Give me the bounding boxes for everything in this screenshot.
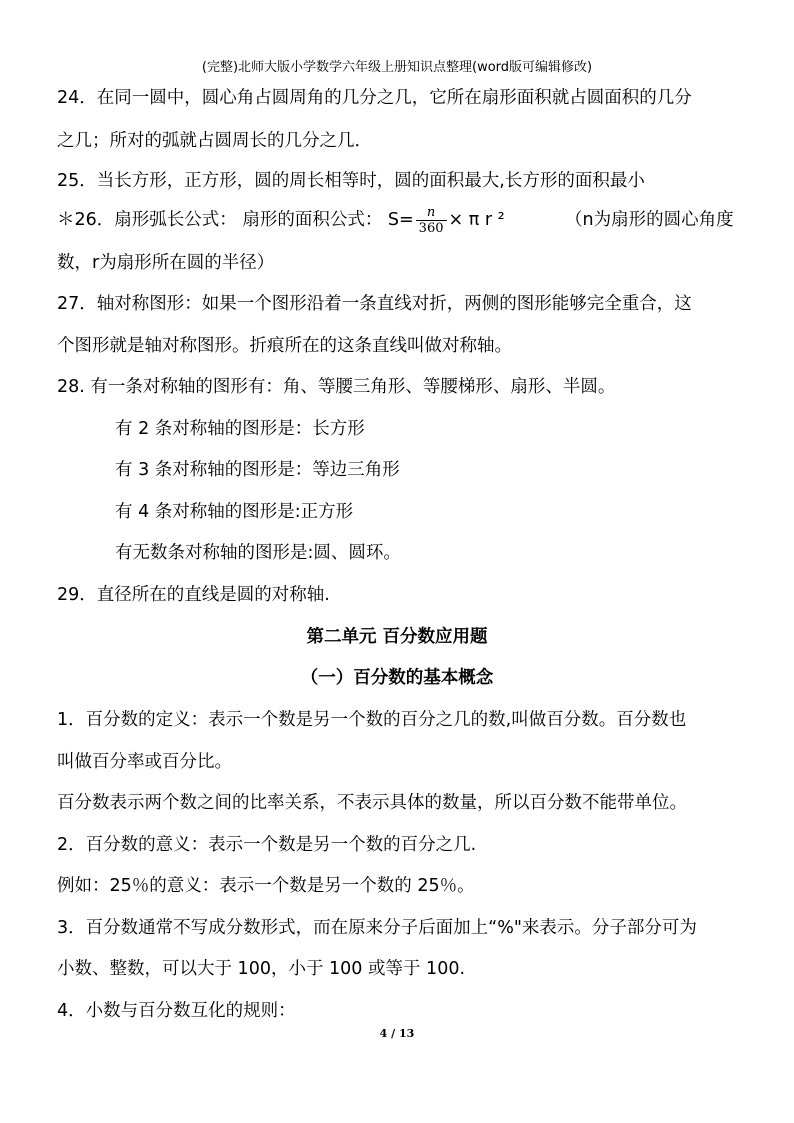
text-line: 4．小数与百分数互化的规则： [57, 1001, 296, 1021]
text-line: 24．在同一圆中，圆心角占圆周角的几分之几，它所在扇形面积就占圆面积的几分 [57, 88, 692, 108]
text-line: 例如：25％的意义：表示一个数是另一个数的 25％。 [57, 876, 475, 896]
text-line: 之几；所对的弧就占圆周长的几分之几． [57, 131, 372, 151]
formula-line [57, 204, 505, 236]
text-line: 有 4 条对称轴的图形是:正方形 [115, 502, 354, 522]
text-line: 有无数条对称轴的图形是:圆、圆环。 [115, 543, 401, 563]
text-line: 3．百分数通常不写成分数形式，而在原来分子后面加上“%"来表示。分子部分可为 [57, 918, 697, 938]
text-line: 百分数表示两个数之间的比率关系，不表示具体的数量，所以百分数不能带单位。 [57, 793, 687, 813]
formula-note: （n为扇形的圆心角度 [565, 210, 734, 230]
page-number: 4 / 13 [379, 1027, 415, 1040]
text-line: 个图形就是轴对称图形。折痕所在的这条直线叫做对称轴。 [57, 336, 512, 356]
document-header: (完整)北师大版小学数学六年级上册知识点整理(word版可编辑修改) [201, 60, 593, 75]
unit-heading: 第二单元 百分数应用题 [306, 627, 488, 647]
text-line: 数，r为扇形所在圆的半径） [57, 253, 275, 273]
section-heading: （一）百分数的基本概念 [300, 668, 494, 688]
formula-prefix: ＊26．扇形弧长公式： 扇形的面积公式： S= [57, 210, 414, 230]
text-line: 28. 有一条对称轴的图形有：角、等腰三角形、等腰梯形、扇形、半圆。 [57, 377, 616, 397]
text-line: 有 2 条对称轴的图形是：长方形 [115, 419, 365, 439]
formula-suffix: × π r ² [448, 210, 505, 230]
fraction-numerator: n [416, 205, 447, 221]
text-line: 27．轴对称图形：如果一个图形沿着一条直线对折，两侧的图形能够完全重合，这 [57, 294, 692, 314]
text-line: 有 3 条对称轴的图形是：等边三角形 [115, 460, 400, 480]
text-line: 2．百分数的意义：表示一个数是另一个数的百分之几. [57, 835, 477, 855]
text-line: 25．当长方形，正方形，圆的周长相等时，圆的面积最大,长方形的面积最小 [57, 171, 645, 191]
text-line: 29．直径所在的直线是圆的对称轴. [57, 585, 330, 605]
text-line: 小数、整数，可以大于 100，小于 100 或等于 100. [57, 959, 466, 979]
fraction [416, 205, 447, 236]
text-line: 叫做百分率或百分比。 [57, 752, 232, 772]
fraction-denominator: 360 [418, 220, 444, 236]
text-line: 1．百分数的定义：表示一个数是另一个数的百分之几的数,叫做百分数。百分数也 [57, 710, 687, 730]
